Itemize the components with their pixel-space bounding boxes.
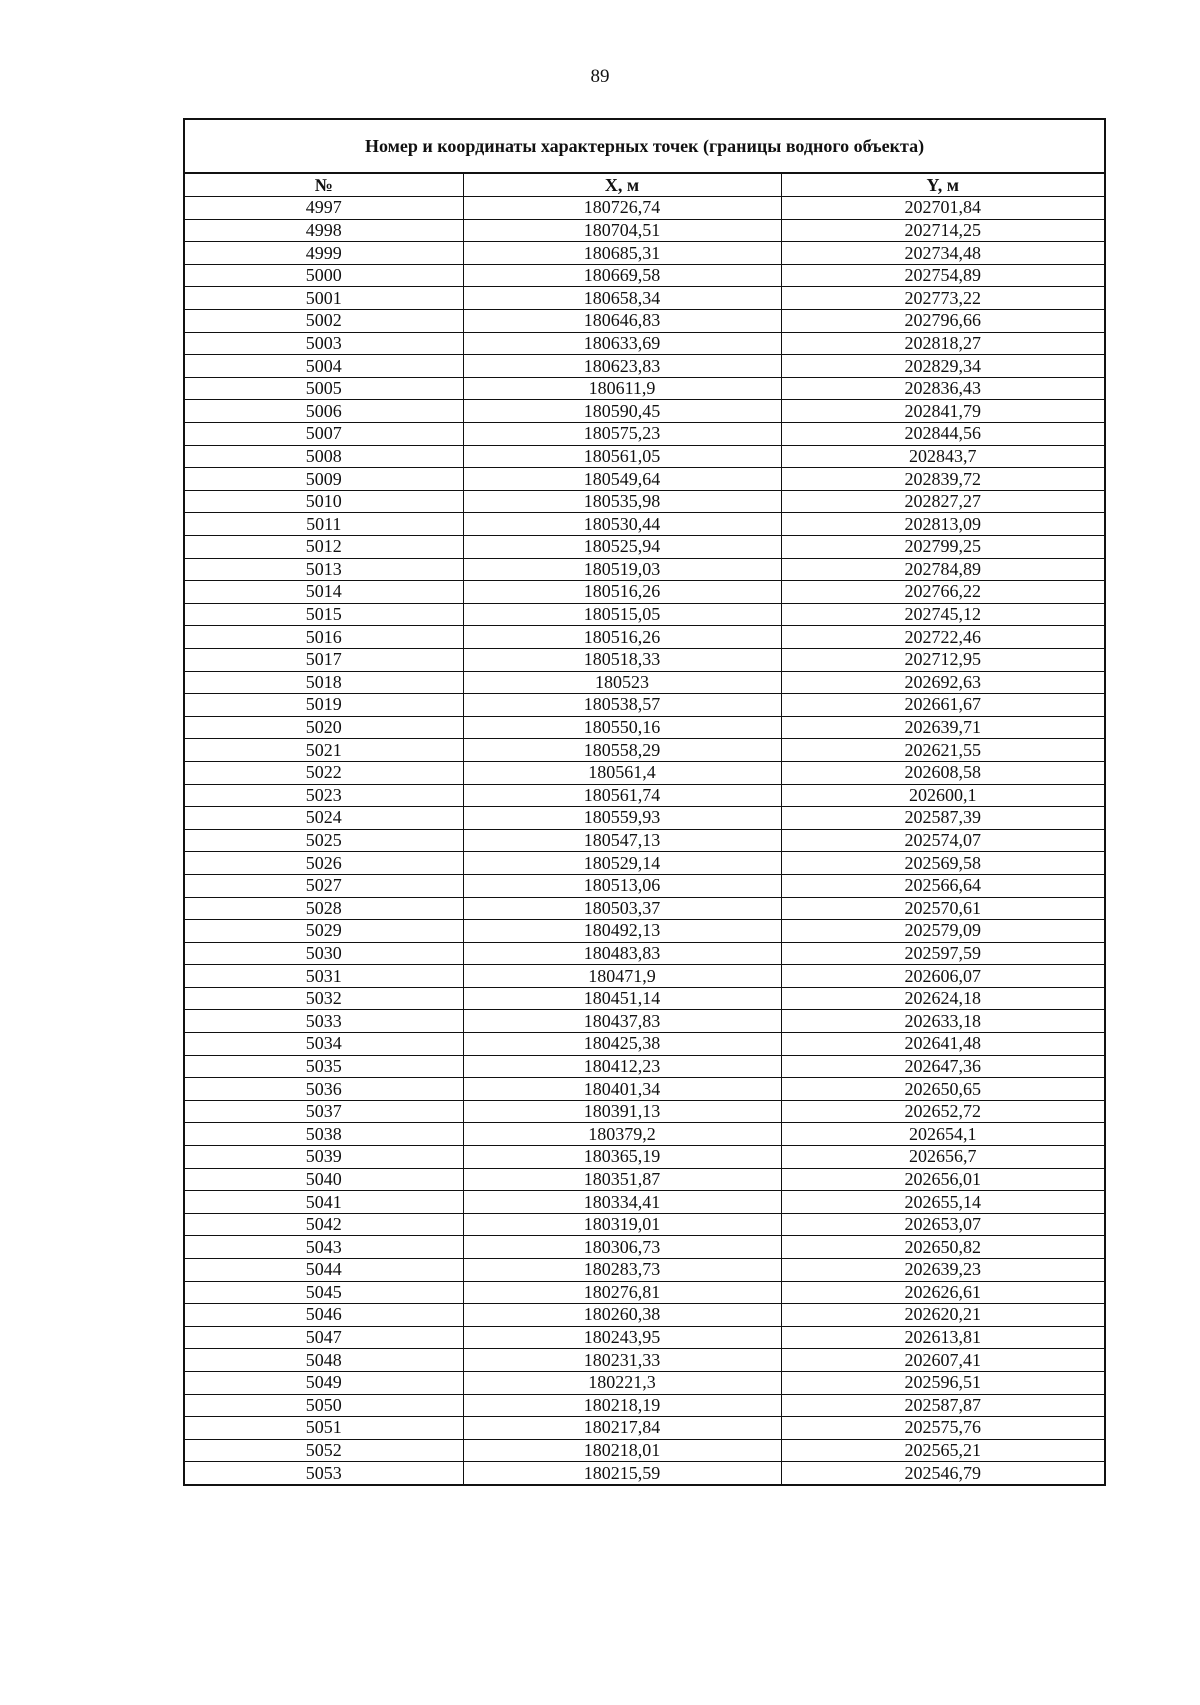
table-row <box>185 1326 1104 1349</box>
cell-x: 180351,87 <box>463 1168 781 1191</box>
cell-x: 180535,98 <box>463 490 781 513</box>
cell-number: 5029 <box>185 920 463 943</box>
cell-number: 5041 <box>185 1191 463 1214</box>
table-row <box>185 603 1104 626</box>
cell-number: 5028 <box>185 897 463 920</box>
cell-number: 5013 <box>185 558 463 581</box>
cell-number: 5020 <box>185 716 463 739</box>
column-header-x: X, м <box>463 174 781 197</box>
table-row <box>185 355 1104 378</box>
cell-number: 4997 <box>185 197 463 220</box>
cell-x: 180334,41 <box>463 1191 781 1214</box>
table-row <box>185 1349 1104 1372</box>
cell-number: 5022 <box>185 761 463 784</box>
table-row <box>185 1146 1104 1169</box>
cell-number: 5038 <box>185 1123 463 1146</box>
table-row <box>185 1439 1104 1462</box>
cell-y: 202600,1 <box>781 784 1104 807</box>
cell-number: 5016 <box>185 626 463 649</box>
cell-y: 202639,71 <box>781 716 1104 739</box>
cell-y: 202607,41 <box>781 1349 1104 1372</box>
cell-y: 202633,18 <box>781 1010 1104 1033</box>
table-row <box>185 490 1104 513</box>
cell-y: 202796,66 <box>781 310 1104 333</box>
cell-y: 202745,12 <box>781 603 1104 626</box>
cell-y: 202620,21 <box>781 1304 1104 1327</box>
cell-x: 180217,84 <box>463 1417 781 1440</box>
cell-y: 202734,48 <box>781 242 1104 265</box>
cell-number: 5009 <box>185 468 463 491</box>
cell-y: 202587,39 <box>781 807 1104 830</box>
cell-number: 5043 <box>185 1236 463 1259</box>
cell-x: 180669,58 <box>463 264 781 287</box>
cell-number: 5033 <box>185 1010 463 1033</box>
cell-x: 180726,74 <box>463 197 781 220</box>
column-header-y: Y, м <box>781 174 1104 197</box>
cell-x: 180471,9 <box>463 965 781 988</box>
cell-number: 5026 <box>185 852 463 875</box>
cell-number: 5012 <box>185 536 463 559</box>
cell-number: 5036 <box>185 1078 463 1101</box>
table-row <box>185 1213 1104 1236</box>
cell-y: 202661,67 <box>781 694 1104 717</box>
table-row <box>185 1078 1104 1101</box>
cell-x: 180513,06 <box>463 874 781 897</box>
cell-x: 180425,38 <box>463 1033 781 1056</box>
cell-number: 5000 <box>185 264 463 287</box>
cell-x: 180276,81 <box>463 1281 781 1304</box>
table-row <box>185 1236 1104 1259</box>
table-row <box>185 829 1104 852</box>
table-row <box>185 1417 1104 1440</box>
table-row <box>185 1191 1104 1214</box>
table-row <box>185 219 1104 242</box>
cell-y: 202626,61 <box>781 1281 1104 1304</box>
cell-y: 202546,79 <box>781 1462 1104 1485</box>
cell-y: 202574,07 <box>781 829 1104 852</box>
cell-x: 180243,95 <box>463 1326 781 1349</box>
header-row <box>185 174 1104 197</box>
cell-y: 202597,59 <box>781 942 1104 965</box>
cell-y: 202639,23 <box>781 1259 1104 1282</box>
cell-y: 202784,89 <box>781 558 1104 581</box>
cell-number: 5006 <box>185 400 463 423</box>
cell-x: 180590,45 <box>463 400 781 423</box>
cell-x: 180215,59 <box>463 1462 781 1485</box>
cell-y: 202754,89 <box>781 264 1104 287</box>
cell-x: 180559,93 <box>463 807 781 830</box>
table-row <box>185 965 1104 988</box>
table-row <box>185 332 1104 355</box>
cell-number: 5015 <box>185 603 463 626</box>
cell-x: 180516,26 <box>463 626 781 649</box>
cell-number: 5005 <box>185 377 463 400</box>
table-row <box>185 1100 1104 1123</box>
cell-x: 180704,51 <box>463 219 781 242</box>
table-row <box>185 310 1104 333</box>
cell-x: 180306,73 <box>463 1236 781 1259</box>
cell-x: 180379,2 <box>463 1123 781 1146</box>
cell-x: 180561,4 <box>463 761 781 784</box>
cell-y: 202692,63 <box>781 671 1104 694</box>
cell-y: 202575,76 <box>781 1417 1104 1440</box>
cell-y: 202839,72 <box>781 468 1104 491</box>
cell-x: 180523 <box>463 671 781 694</box>
cell-number: 5035 <box>185 1055 463 1078</box>
cell-number: 4998 <box>185 219 463 242</box>
cell-y: 202655,14 <box>781 1191 1104 1214</box>
cell-x: 180492,13 <box>463 920 781 943</box>
table-row <box>185 626 1104 649</box>
cell-x: 180221,3 <box>463 1371 781 1394</box>
cell-x: 180550,16 <box>463 716 781 739</box>
cell-number: 5025 <box>185 829 463 852</box>
table-row <box>185 242 1104 265</box>
cell-number: 5004 <box>185 355 463 378</box>
cell-y: 202596,51 <box>781 1371 1104 1394</box>
cell-number: 5010 <box>185 490 463 513</box>
cell-y: 202621,55 <box>781 739 1104 762</box>
table-row <box>185 1304 1104 1327</box>
coordinates-table <box>183 118 1106 1486</box>
table-row <box>185 468 1104 491</box>
cell-x: 180437,83 <box>463 1010 781 1033</box>
cell-y: 202652,72 <box>781 1100 1104 1123</box>
cell-y: 202654,1 <box>781 1123 1104 1146</box>
cell-x: 180558,29 <box>463 739 781 762</box>
table-row <box>185 897 1104 920</box>
cell-number: 5024 <box>185 807 463 830</box>
cell-y: 202766,22 <box>781 581 1104 604</box>
cell-x: 180283,73 <box>463 1259 781 1282</box>
cell-y: 202813,09 <box>781 513 1104 536</box>
cell-number: 5018 <box>185 671 463 694</box>
table-row <box>185 423 1104 446</box>
cell-y: 202566,64 <box>781 874 1104 897</box>
cell-y: 202569,58 <box>781 852 1104 875</box>
table-row <box>185 1055 1104 1078</box>
cell-x: 180451,14 <box>463 987 781 1010</box>
cell-number: 5050 <box>185 1394 463 1417</box>
cell-y: 202827,27 <box>781 490 1104 513</box>
table-row <box>185 1462 1104 1485</box>
cell-x: 180231,33 <box>463 1349 781 1372</box>
cell-x: 180538,57 <box>463 694 781 717</box>
cell-number: 5017 <box>185 648 463 671</box>
table-row <box>185 739 1104 762</box>
cell-number: 5047 <box>185 1326 463 1349</box>
cell-x: 180218,01 <box>463 1439 781 1462</box>
cell-y: 202656,01 <box>781 1168 1104 1191</box>
table-row <box>185 377 1104 400</box>
table-title: Номер и координаты характерных точек (границы водного объекта) <box>185 120 1104 174</box>
table-row <box>185 536 1104 559</box>
cell-y: 202650,82 <box>781 1236 1104 1259</box>
table-row <box>185 987 1104 1010</box>
table-row <box>185 807 1104 830</box>
cell-x: 180483,83 <box>463 942 781 965</box>
cell-number: 5032 <box>185 987 463 1010</box>
cell-number: 5027 <box>185 874 463 897</box>
cell-number: 5051 <box>185 1417 463 1440</box>
table-row <box>185 287 1104 310</box>
table-row <box>185 581 1104 604</box>
cell-y: 202565,21 <box>781 1439 1104 1462</box>
table-row <box>185 942 1104 965</box>
table-row <box>185 513 1104 536</box>
cell-number: 5044 <box>185 1259 463 1282</box>
table-row <box>185 761 1104 784</box>
cell-y: 202836,43 <box>781 377 1104 400</box>
cell-y: 202641,48 <box>781 1033 1104 1056</box>
table-row <box>185 852 1104 875</box>
table-row <box>185 874 1104 897</box>
cell-x: 180575,23 <box>463 423 781 446</box>
cell-number: 5011 <box>185 513 463 536</box>
table-row <box>185 558 1104 581</box>
cell-x: 180412,23 <box>463 1055 781 1078</box>
cell-y: 202773,22 <box>781 287 1104 310</box>
cell-y: 202650,65 <box>781 1078 1104 1101</box>
cell-x: 180633,69 <box>463 332 781 355</box>
table-row <box>185 1371 1104 1394</box>
cell-number: 5001 <box>185 287 463 310</box>
cell-y: 202829,34 <box>781 355 1104 378</box>
cell-y: 202570,61 <box>781 897 1104 920</box>
cell-number: 5019 <box>185 694 463 717</box>
cell-x: 180365,19 <box>463 1146 781 1169</box>
cell-x: 180658,34 <box>463 287 781 310</box>
cell-number: 5034 <box>185 1033 463 1056</box>
table-row <box>185 1123 1104 1146</box>
cell-x: 180391,13 <box>463 1100 781 1123</box>
table-row <box>185 920 1104 943</box>
table-row <box>185 694 1104 717</box>
cell-number: 5037 <box>185 1100 463 1123</box>
column-header-number: № <box>185 174 463 197</box>
table-row <box>185 1168 1104 1191</box>
table-row <box>185 1259 1104 1282</box>
cell-number: 5023 <box>185 784 463 807</box>
table-row <box>185 648 1104 671</box>
cell-y: 202818,27 <box>781 332 1104 355</box>
cell-y: 202844,56 <box>781 423 1104 446</box>
cell-y: 202579,09 <box>781 920 1104 943</box>
cell-x: 180218,19 <box>463 1394 781 1417</box>
cell-y: 202714,25 <box>781 219 1104 242</box>
cell-x: 180516,26 <box>463 581 781 604</box>
table-row <box>185 1010 1104 1033</box>
table-row <box>185 400 1104 423</box>
table-row <box>185 445 1104 468</box>
cell-number: 5049 <box>185 1371 463 1394</box>
page-number: 89 <box>590 66 610 87</box>
cell-x: 180518,33 <box>463 648 781 671</box>
cell-number: 5048 <box>185 1349 463 1372</box>
cell-x: 180529,14 <box>463 852 781 875</box>
cell-x: 180530,44 <box>463 513 781 536</box>
cell-y: 202613,81 <box>781 1326 1104 1349</box>
cell-number: 5014 <box>185 581 463 604</box>
cell-x: 180260,38 <box>463 1304 781 1327</box>
cell-y: 202653,07 <box>781 1213 1104 1236</box>
cell-number: 5008 <box>185 445 463 468</box>
cell-y: 202722,46 <box>781 626 1104 649</box>
cell-number: 5053 <box>185 1462 463 1485</box>
cell-y: 202656,7 <box>781 1146 1104 1169</box>
cell-number: 5040 <box>185 1168 463 1191</box>
table-row <box>185 784 1104 807</box>
cell-x: 180623,83 <box>463 355 781 378</box>
cell-y: 202712,95 <box>781 648 1104 671</box>
cell-y: 202843,7 <box>781 445 1104 468</box>
cell-y: 202587,87 <box>781 1394 1104 1417</box>
cell-number: 5031 <box>185 965 463 988</box>
cell-y: 202624,18 <box>781 987 1104 1010</box>
cell-number: 5030 <box>185 942 463 965</box>
cell-x: 180646,83 <box>463 310 781 333</box>
cell-x: 180503,37 <box>463 897 781 920</box>
cell-number: 5046 <box>185 1304 463 1327</box>
cell-y: 202647,36 <box>781 1055 1104 1078</box>
cell-y: 202701,84 <box>781 197 1104 220</box>
table-row <box>185 1394 1104 1417</box>
cell-x: 180401,34 <box>463 1078 781 1101</box>
cell-y: 202608,58 <box>781 761 1104 784</box>
cell-y: 202799,25 <box>781 536 1104 559</box>
cell-number: 5039 <box>185 1146 463 1169</box>
cell-y: 202606,07 <box>781 965 1104 988</box>
cell-x: 180549,64 <box>463 468 781 491</box>
table-row <box>185 1281 1104 1304</box>
cell-x: 180561,05 <box>463 445 781 468</box>
cell-number: 5045 <box>185 1281 463 1304</box>
cell-x: 180611,9 <box>463 377 781 400</box>
cell-x: 180519,03 <box>463 558 781 581</box>
table-row <box>185 197 1104 220</box>
table-row <box>185 671 1104 694</box>
cell-number: 5042 <box>185 1213 463 1236</box>
cell-x: 180561,74 <box>463 784 781 807</box>
cell-number: 5002 <box>185 310 463 333</box>
cell-number: 4999 <box>185 242 463 265</box>
cell-x: 180515,05 <box>463 603 781 626</box>
cell-x: 180319,01 <box>463 1213 781 1236</box>
table-row <box>185 264 1104 287</box>
cell-x: 180525,94 <box>463 536 781 559</box>
cell-y: 202841,79 <box>781 400 1104 423</box>
cell-number: 5021 <box>185 739 463 762</box>
cell-x: 180547,13 <box>463 829 781 852</box>
cell-number: 5052 <box>185 1439 463 1462</box>
cell-number: 5003 <box>185 332 463 355</box>
table-row <box>185 716 1104 739</box>
cell-number: 5007 <box>185 423 463 446</box>
table-row <box>185 1033 1104 1056</box>
cell-x: 180685,31 <box>463 242 781 265</box>
coordinates-grid <box>185 174 1104 1484</box>
